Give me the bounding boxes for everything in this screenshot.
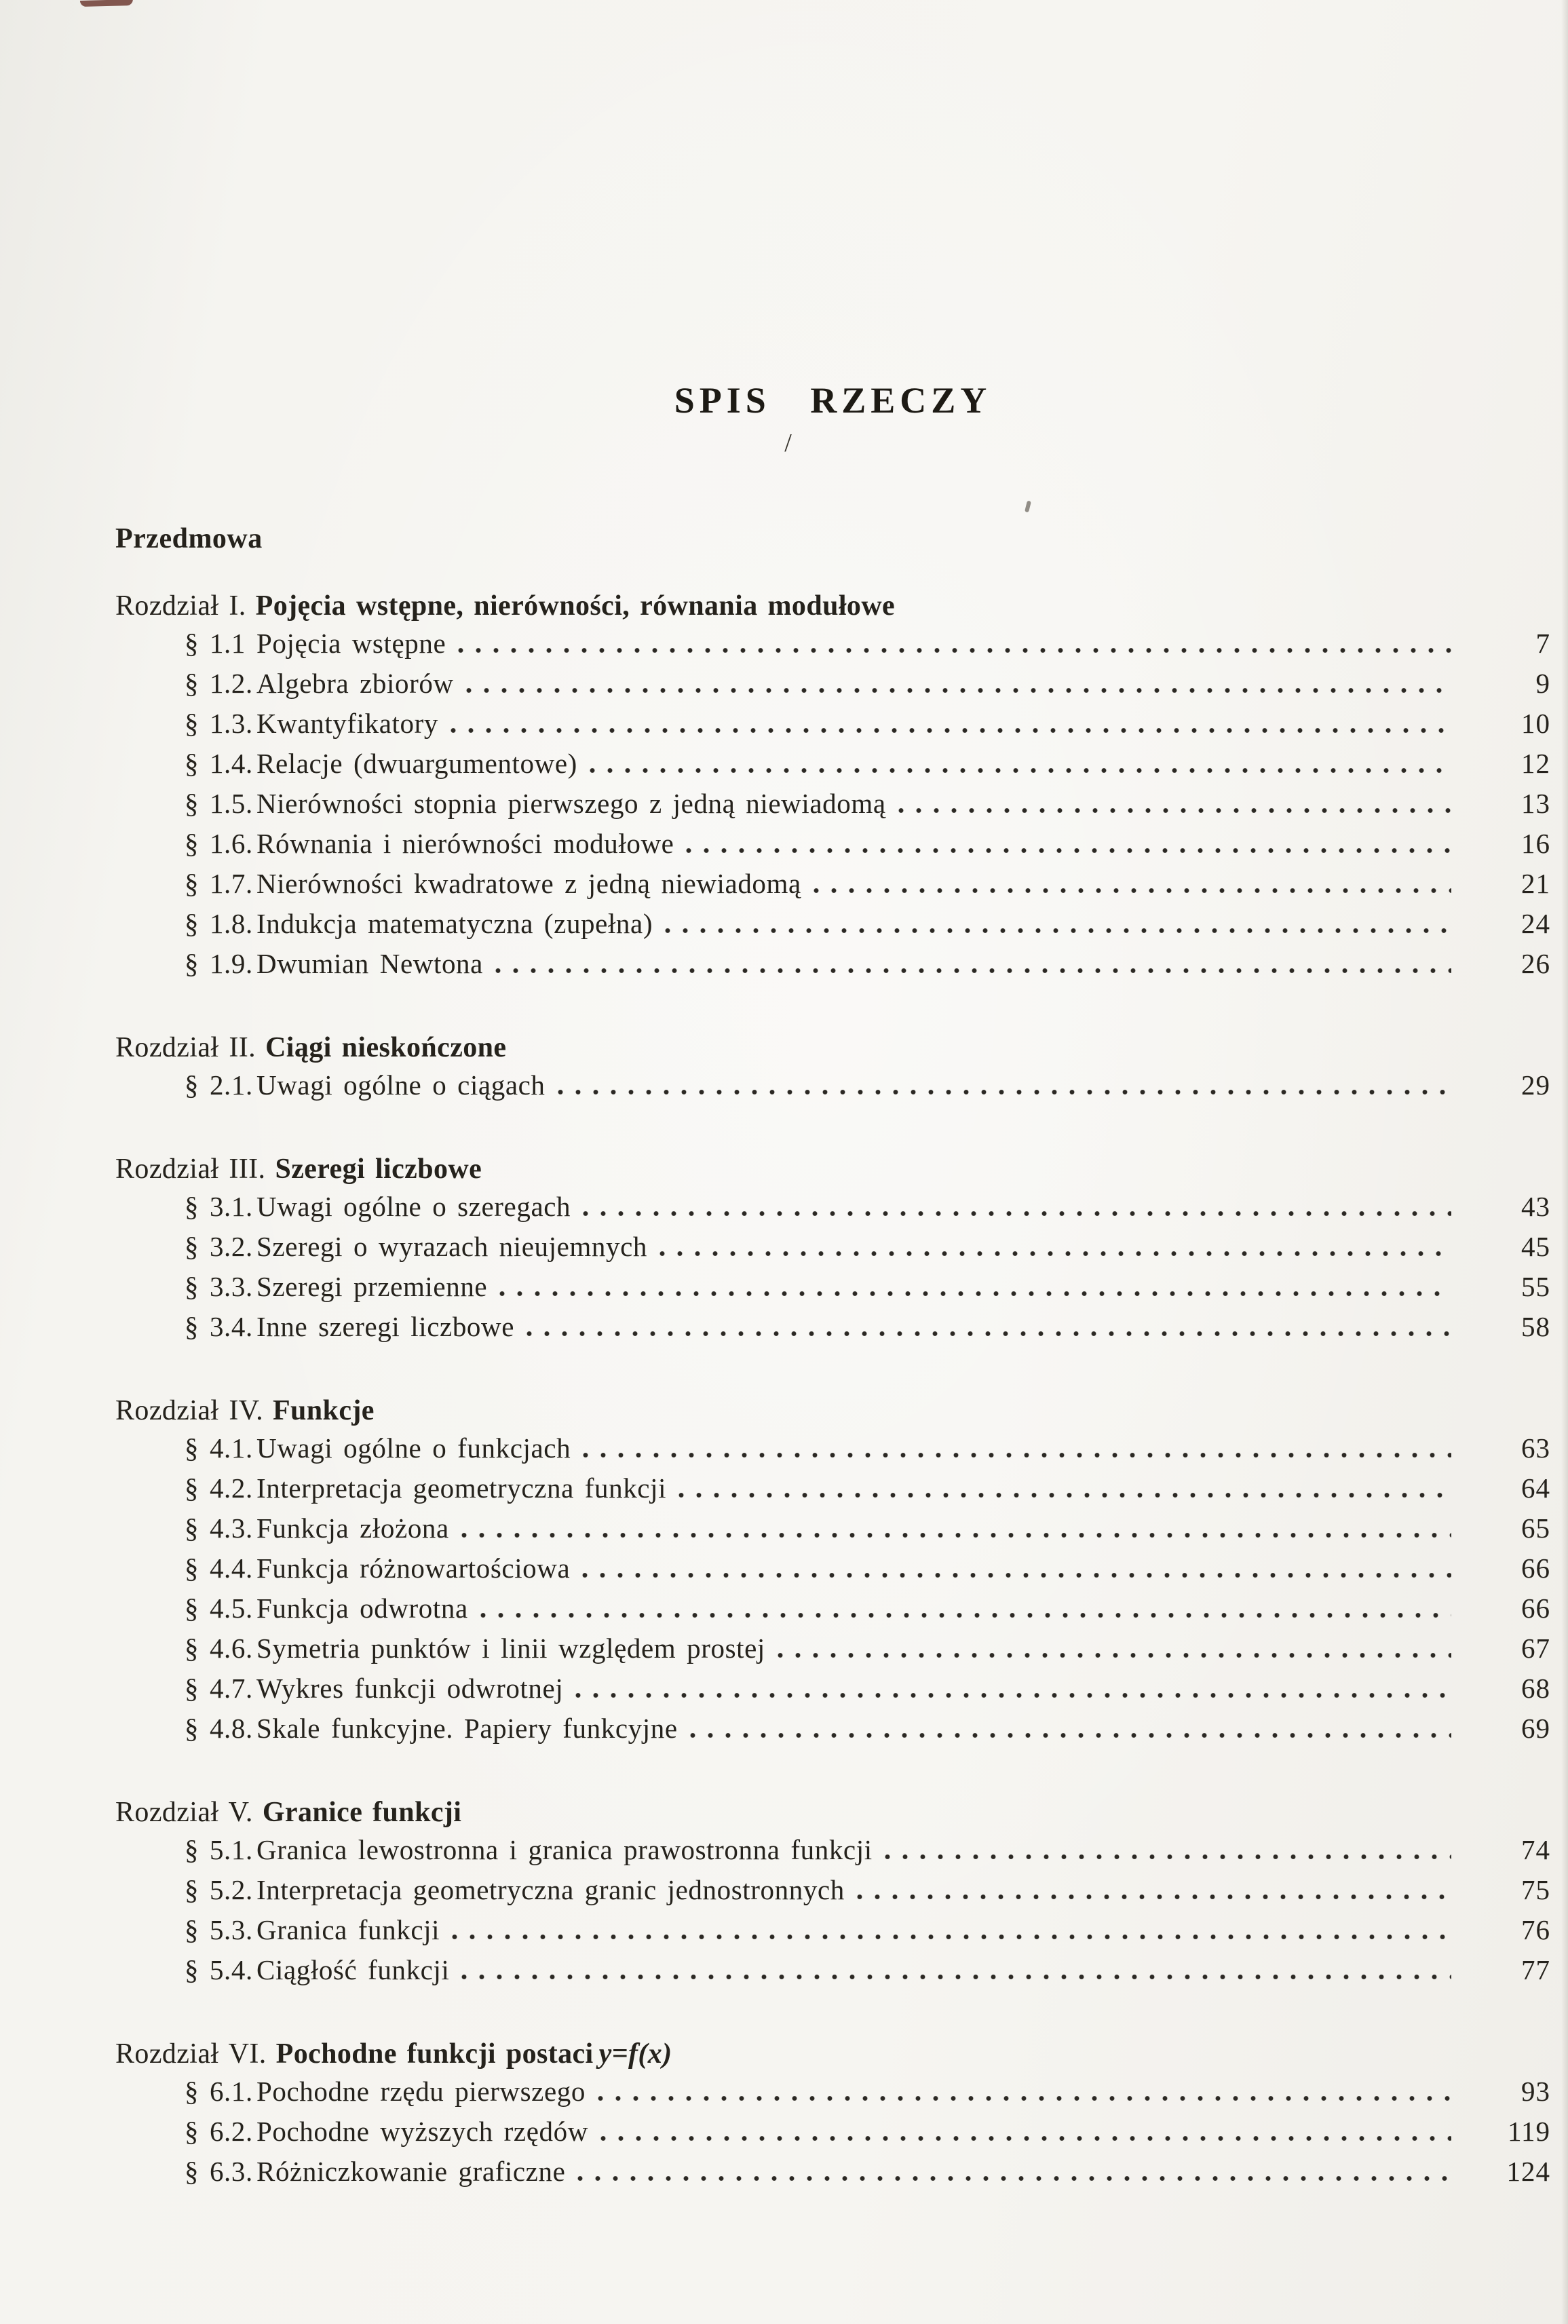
entry-number: § 3.3. xyxy=(185,1271,253,1302)
toc-entry xyxy=(185,1552,1550,1592)
dot-leader xyxy=(686,848,1451,853)
entry-title: Pochodne rzędu pierwszego xyxy=(256,2076,586,2107)
dot-leader xyxy=(678,1493,1451,1498)
entry-page-number: 75 xyxy=(1521,1874,1550,1905)
entry-title: Interpretacja geometryczna granic jednostronnych xyxy=(256,1874,845,1905)
entry-page-number: 66 xyxy=(1521,1552,1550,1584)
entry-number: § 4.2. xyxy=(185,1472,253,1504)
chapter-title: Ciągi nieskończone xyxy=(265,1032,507,1063)
entry-page-number: 124 xyxy=(1506,2156,1550,2187)
entry-number: § 4.1. xyxy=(185,1432,253,1464)
entry-title: Inne szeregi liczbowe xyxy=(256,1311,515,1342)
dot-leader xyxy=(898,808,1451,813)
chapter-4-section xyxy=(115,1390,1550,1752)
entry-number: § 1.2. xyxy=(185,668,253,699)
chapter-6-section xyxy=(115,2033,1550,2195)
entry-number: § 2.1. xyxy=(185,1069,253,1101)
entry-page-number: 74 xyxy=(1521,1834,1550,1865)
entry-title: Relacje (dwuargumentowe) xyxy=(256,748,577,779)
entry-number: § 6.1. xyxy=(185,2076,253,2107)
chapter-heading xyxy=(115,1390,1550,1432)
toc-entry xyxy=(185,627,1550,667)
chapter-title: Pochodne funkcji postaci xyxy=(275,2038,594,2070)
chapter-title: Granice funkcji xyxy=(262,1797,462,1828)
entry-title: Dwumian Newtona xyxy=(256,948,483,979)
entry-number: § 1.3. xyxy=(185,708,253,739)
dot-leader xyxy=(583,1453,1451,1458)
entry-title: Wykres funkcji odwrotnej xyxy=(256,1673,564,1704)
entry-title: Nierówności kwadratowe z jedną niewiadomą xyxy=(256,868,801,899)
entry-title: Granica funkcji xyxy=(256,1914,440,1945)
entry-title: Równania i nierówności modułowe xyxy=(256,828,674,859)
toc-entry xyxy=(185,2075,1550,2115)
entry-page-number: 63 xyxy=(1521,1432,1550,1464)
dot-leader xyxy=(458,648,1451,653)
entry-number: § 1.7. xyxy=(185,868,253,899)
dot-leader xyxy=(598,2096,1451,2101)
entry-page-number: 9 xyxy=(1535,668,1550,699)
entry-title: Różniczkowanie graficzne xyxy=(256,2156,566,2187)
chapter-label: Rozdział II. xyxy=(115,1032,256,1063)
toc-entry xyxy=(185,1954,1550,1994)
entry-page-number: 119 xyxy=(1508,2116,1550,2147)
dot-leader xyxy=(885,1854,1451,1859)
dot-leader xyxy=(495,968,1451,973)
entry-number: § 4.4. xyxy=(185,1552,253,1584)
entry-page-number: 66 xyxy=(1521,1593,1550,1624)
toc-entry xyxy=(185,1270,1550,1310)
entry-number: § 5.2. xyxy=(185,1874,253,1905)
toc-entry xyxy=(185,787,1550,827)
dot-leader xyxy=(558,1090,1451,1094)
toc-entry xyxy=(185,747,1550,787)
toc-entry xyxy=(185,667,1550,707)
slash-mark: / xyxy=(784,429,792,457)
entry-page-number: 21 xyxy=(1521,868,1550,899)
dot-leader xyxy=(480,1613,1451,1618)
entry-number: § 1.4. xyxy=(185,748,253,779)
toc-entry xyxy=(185,1592,1550,1632)
scan-edge-shadow xyxy=(1561,0,1568,2324)
entry-page-number: 76 xyxy=(1521,1914,1550,1945)
toc-entry xyxy=(185,2155,1550,2195)
entry-title: Uwagi ogólne o ciągach xyxy=(256,1069,546,1101)
chapter-title: Pojęcia wstępne, nierówności, równania modułowe xyxy=(255,590,896,622)
entry-number: § 6.3. xyxy=(185,2156,253,2187)
dot-leader xyxy=(499,1291,1451,1296)
entry-number: § 5.3. xyxy=(185,1914,253,1945)
entry-title: Szeregi przemienne xyxy=(256,1271,488,1302)
entry-number: § 5.4. xyxy=(185,1954,253,1985)
entry-title: Pochodne wyższych rzędów xyxy=(256,2116,588,2147)
entry-title: Granica lewostronna i granica prawostronna funkcji xyxy=(256,1834,873,1865)
entry-number: § 1.5. xyxy=(185,788,253,819)
toc-entry xyxy=(185,2115,1550,2155)
chapter-heading xyxy=(115,2033,1550,2075)
entry-number: § 6.2. xyxy=(185,2116,253,2147)
entry-page-number: 16 xyxy=(1521,828,1550,859)
entry-page-number: 58 xyxy=(1521,1311,1550,1342)
entry-page-number: 43 xyxy=(1521,1191,1550,1222)
page-title: SPIS RZECZY xyxy=(674,380,992,421)
entry-title: Szeregi o wyrazach nieujemnych xyxy=(256,1231,648,1262)
entry-page-number: 64 xyxy=(1521,1472,1550,1504)
entry-number: § 4.6. xyxy=(185,1633,253,1664)
chapter-label: Rozdział VI. xyxy=(115,2038,267,2070)
scan-artifact-corner xyxy=(80,0,133,7)
chapter-title-math: y=f(x) xyxy=(598,2038,672,2070)
entry-title: Interpretacja geometryczna funkcji xyxy=(256,1472,667,1504)
entry-page-number: 68 xyxy=(1521,1673,1550,1704)
entry-number: § 1.9. xyxy=(185,948,253,979)
chapter-heading xyxy=(115,1791,1550,1833)
chapter-heading xyxy=(115,585,1550,627)
entry-title: Symetria punktów i linii względem prostej xyxy=(256,1633,765,1664)
chapter-label: Rozdział IV. xyxy=(115,1395,263,1426)
entry-page-number: 69 xyxy=(1521,1713,1550,1744)
chapter-heading xyxy=(115,1027,1550,1069)
dot-leader xyxy=(582,1573,1451,1578)
chapter-label: Rozdział V. xyxy=(115,1797,253,1828)
dot-leader xyxy=(583,1211,1451,1216)
entry-number: § 3.2. xyxy=(185,1231,253,1262)
entry-title: Algebra zbiorów xyxy=(256,668,454,699)
toc-entry xyxy=(185,1512,1550,1552)
preface-heading: Przedmowa xyxy=(115,523,263,554)
dot-leader xyxy=(590,768,1451,773)
entry-page-number: 24 xyxy=(1521,908,1550,939)
toc-entry xyxy=(185,827,1550,867)
dot-leader xyxy=(452,1935,1451,1939)
entry-page-number: 29 xyxy=(1521,1069,1550,1101)
chapter-title: Szeregi liczbowe xyxy=(275,1154,482,1185)
entry-number: § 3.4. xyxy=(185,1311,253,1342)
entry-title: Ciągłość funkcji xyxy=(256,1954,450,1985)
entry-number: § 3.1. xyxy=(185,1191,253,1222)
toc-entry xyxy=(185,1230,1550,1270)
toc-entry xyxy=(185,1069,1550,1109)
dot-leader xyxy=(461,1533,1451,1538)
toc-entry xyxy=(185,1833,1550,1873)
toc-entry xyxy=(185,867,1550,907)
dot-leader xyxy=(600,2136,1451,2141)
chapter-5-section xyxy=(115,1791,1550,1994)
toc-entry xyxy=(185,1632,1550,1672)
toc-entry xyxy=(185,1913,1550,1954)
dot-leader xyxy=(527,1331,1451,1336)
entry-page-number: 26 xyxy=(1521,948,1550,979)
chapter-3-section xyxy=(115,1148,1550,1350)
toc-entry xyxy=(185,1432,1550,1472)
toc-entry xyxy=(185,707,1550,747)
entry-number: § 4.3. xyxy=(185,1512,253,1544)
entry-title: Nierówności stopnia pierwszego z jedną niewiadomą xyxy=(256,788,886,819)
entry-page-number: 12 xyxy=(1521,748,1550,779)
entry-title: Skale funkcyjne. Papiery funkcyjne xyxy=(256,1713,678,1744)
toc-entry xyxy=(185,1190,1550,1230)
chapter-label: Rozdział I. xyxy=(115,590,246,622)
dot-leader xyxy=(690,1733,1451,1738)
toc-entry xyxy=(185,1672,1550,1712)
entry-title: Funkcja odwrotna xyxy=(256,1593,468,1624)
entry-page-number: 93 xyxy=(1521,2076,1550,2107)
entry-number: § 5.1. xyxy=(185,1834,253,1865)
entry-number: § 4.8. xyxy=(185,1713,253,1744)
dot-leader xyxy=(451,728,1451,733)
entry-page-number: 10 xyxy=(1521,708,1550,739)
toc-entry xyxy=(185,1873,1550,1913)
dot-leader xyxy=(461,1975,1451,1979)
entry-page-number: 7 xyxy=(1535,628,1550,659)
dot-leader xyxy=(665,928,1451,933)
chapter-1-section xyxy=(115,585,1550,987)
chapter-2-section xyxy=(115,1027,1550,1109)
entry-title: Indukcja matematyczna (zupełna) xyxy=(256,908,653,939)
entry-number: § 1.1 xyxy=(185,628,246,659)
toc-entry xyxy=(185,1712,1550,1752)
entry-page-number: 45 xyxy=(1521,1231,1550,1262)
dot-leader xyxy=(575,1693,1451,1698)
chapter-title: Funkcje xyxy=(272,1395,375,1426)
entry-title: Kwantyfikatory xyxy=(256,708,438,739)
toc-entry xyxy=(185,907,1550,947)
dot-leader xyxy=(659,1251,1451,1256)
dot-leader xyxy=(577,2176,1451,2181)
entry-page-number: 77 xyxy=(1521,1954,1550,1985)
toc-entry xyxy=(185,947,1550,987)
entry-title: Uwagi ogólne o funkcjach xyxy=(256,1432,571,1464)
chapter-heading xyxy=(115,1148,1550,1190)
entry-title: Funkcja złożona xyxy=(256,1512,449,1544)
entry-page-number: 55 xyxy=(1521,1271,1550,1302)
dot-leader xyxy=(814,888,1451,893)
entry-title: Funkcja różnowartościowa xyxy=(256,1552,571,1584)
entry-number: § 4.7. xyxy=(185,1673,253,1704)
entry-page-number: 13 xyxy=(1521,788,1550,819)
toc-entry xyxy=(185,1472,1550,1512)
dot-leader xyxy=(857,1894,1451,1899)
dot-leader xyxy=(778,1653,1451,1658)
entry-page-number: 67 xyxy=(1521,1633,1550,1664)
entry-number: § 1.6. xyxy=(185,828,253,859)
dot-leader xyxy=(466,688,1451,693)
entry-title: Pojęcia wstępne xyxy=(256,628,446,659)
entry-number: § 4.5. xyxy=(185,1593,253,1624)
scan-artifact-tick xyxy=(1025,501,1031,513)
entry-page-number: 65 xyxy=(1521,1512,1550,1544)
entry-title: Uwagi ogólne o szeregach xyxy=(256,1191,571,1222)
entry-number: § 1.8. xyxy=(185,908,253,939)
toc-entry xyxy=(185,1310,1550,1350)
chapter-label: Rozdział III. xyxy=(115,1154,266,1185)
